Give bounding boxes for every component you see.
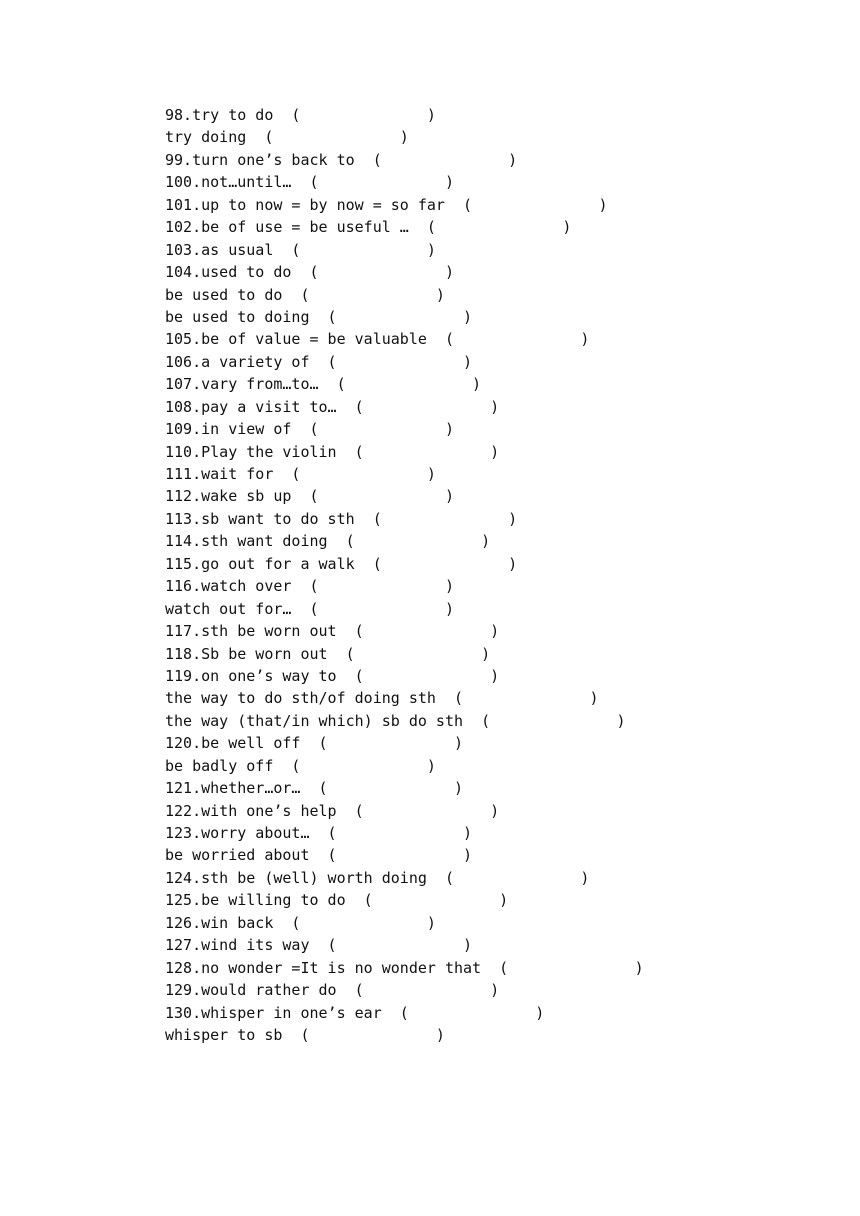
phrase-line: 107.vary from…to… ( ) bbox=[165, 375, 482, 394]
phrase-line: 119.on one’s way to ( ) bbox=[165, 666, 500, 685]
phrase-line: 118.Sb be worn out ( ) bbox=[165, 644, 491, 663]
phrase-line: the way (that/in which) sb do sth ( ) bbox=[165, 711, 626, 730]
phrase-line: 102.be of use = be useful … ( ) bbox=[165, 218, 572, 237]
phrase-line: 116.watch over ( ) bbox=[165, 577, 454, 596]
phrase-line: 127.wind its way ( ) bbox=[165, 936, 473, 955]
phrase-line: 99.turn one’s back to ( ) bbox=[165, 150, 518, 169]
phrase-line: 108.pay a visit to… ( ) bbox=[165, 397, 500, 416]
phrase-line: 111.wait for ( ) bbox=[165, 465, 436, 483]
phrase-line: 103.as usual ( ) bbox=[165, 240, 436, 259]
phrase-line: 122.with one’s help ( ) bbox=[165, 801, 500, 820]
phrase-line: 123.worry about… ( ) bbox=[165, 824, 473, 842]
phrase-line: the way to do sth/of doing sth ( ) bbox=[165, 689, 599, 708]
phrase-line: 117.sth be worn out ( ) bbox=[165, 622, 500, 641]
phrase-line: 121.whether…or… ( ) bbox=[165, 779, 464, 798]
phrase-line: 104.used to do ( ) bbox=[165, 263, 454, 282]
phrase-line: 114.sth want doing ( ) bbox=[165, 532, 491, 551]
phrase-line: 129.would rather do ( ) bbox=[165, 981, 500, 1000]
phrase-line: be worried about ( ) bbox=[165, 846, 473, 865]
phrase-line: 100.not…until… ( ) bbox=[165, 173, 454, 192]
phrase-line: 115.go out for a walk ( ) bbox=[165, 554, 518, 573]
phrase-line: 128.no wonder =It is no wonder that ( ) bbox=[165, 958, 644, 977]
phrase-line: 105.be of value = be valuable ( ) bbox=[165, 330, 590, 349]
phrase-line: 112.wake sb up ( ) bbox=[165, 487, 454, 506]
phrase-line: 113.sb want to do sth ( ) bbox=[165, 509, 518, 528]
phrase-line: be badly off ( ) bbox=[165, 756, 436, 775]
phrase-line: be used to doing ( ) bbox=[165, 307, 473, 326]
phrase-line: watch out for… ( ) bbox=[165, 599, 454, 618]
phrase-line: 101.up to now = by now = so far ( ) bbox=[165, 195, 608, 214]
phrase-line: 124.sth be (well) worth doing ( ) bbox=[165, 868, 590, 887]
phrase-list bbox=[165, 104, 805, 1046]
phrase-line: 106.a variety of ( ) bbox=[165, 352, 473, 371]
phrase-line: try doing ( ) bbox=[165, 128, 409, 147]
phrase-line: whisper to sb ( ) bbox=[165, 1025, 445, 1044]
phrase-line: 126.win back ( ) bbox=[165, 913, 436, 932]
phrase-line: 130.whisper in one’s ear ( ) bbox=[165, 1003, 545, 1022]
phrase-line: 125.be willing to do ( ) bbox=[165, 891, 509, 910]
phrase-line: 109.in view of ( ) bbox=[165, 420, 454, 439]
phrase-line: 120.be well off ( ) bbox=[165, 734, 464, 753]
phrase-line: 98.try to do ( ) bbox=[165, 106, 436, 124]
phrase-line: be used to do ( ) bbox=[165, 285, 445, 304]
phrase-line: 110.Play the violin ( ) bbox=[165, 442, 500, 461]
